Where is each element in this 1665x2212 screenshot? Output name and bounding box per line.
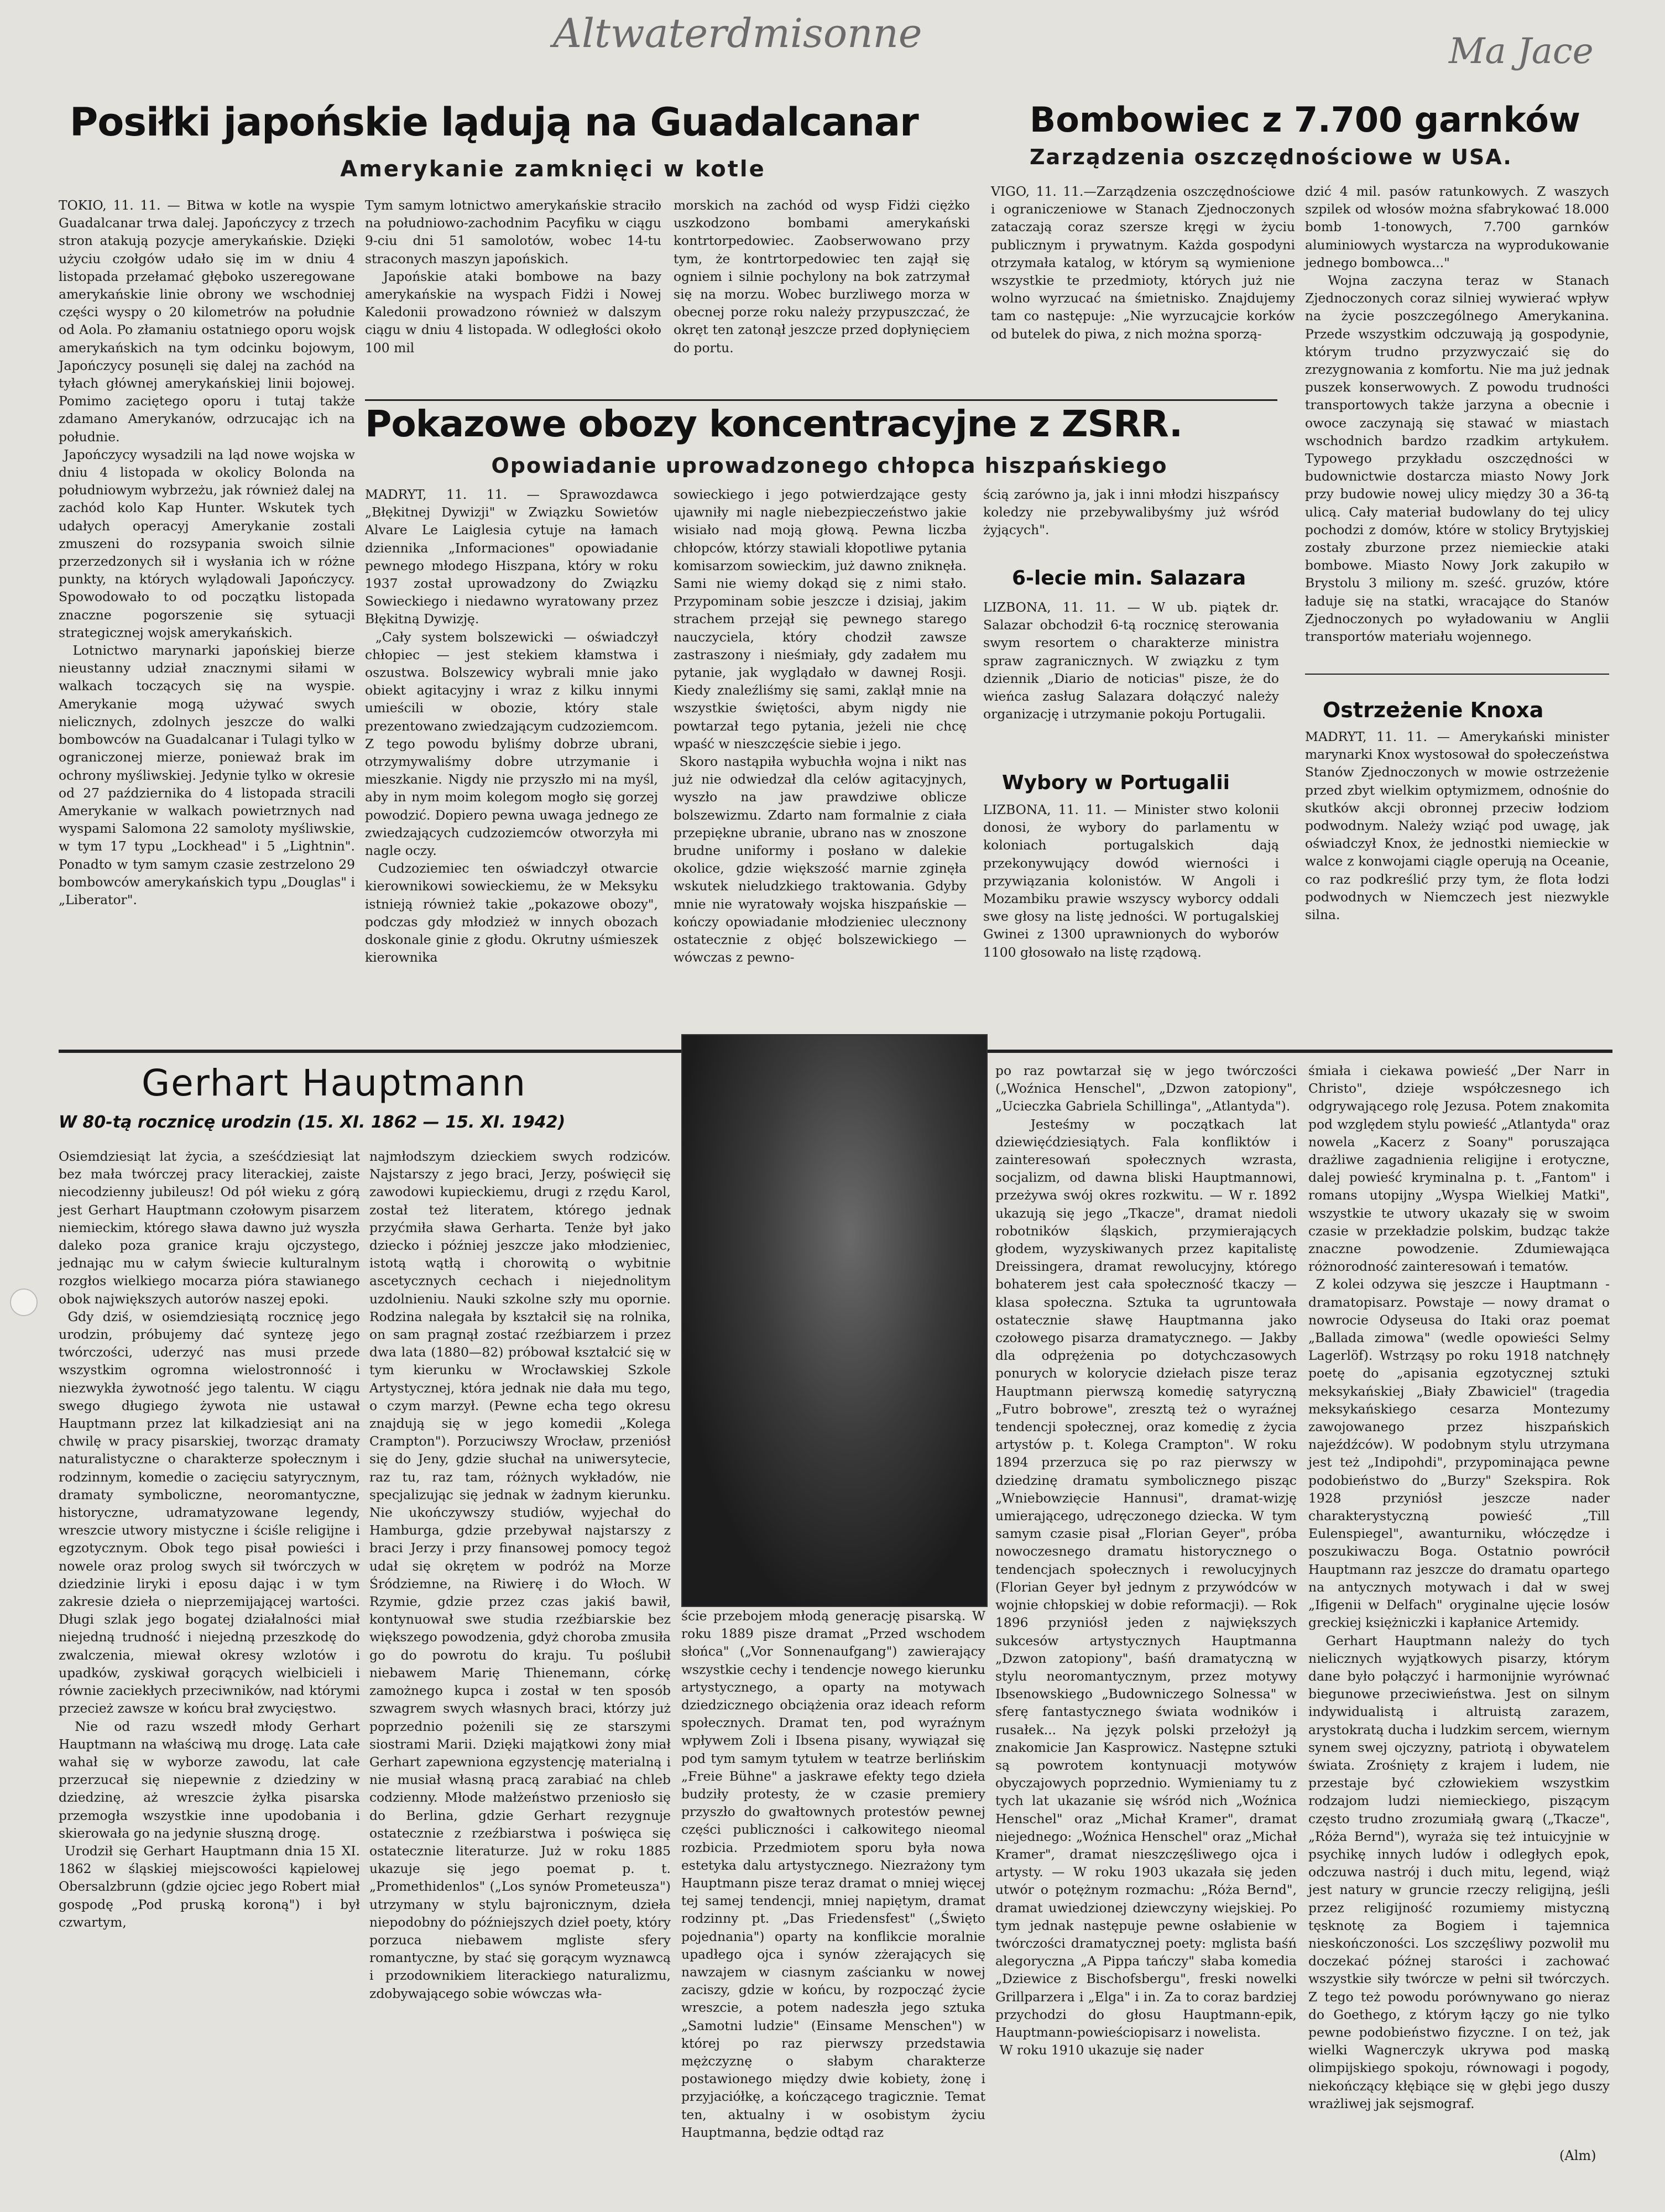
hauptmann-headline: Gerhart Hauptmann	[142, 1062, 527, 1104]
salazar-headline: 6-lecie min. Salazara	[1012, 567, 1246, 589]
knox-body: MADRYT, 11. 11. — Amerykański minister marynarki Knox wystosował do społeczeństwa Stanów Zjednoczonych w mowie ostrzeżenie przed zbyt wielkim optymizmem, odnośnie do skutków akcji obronnej przeciw łodziom podwodnym. Należy wziąć pod uwagę, jak oświadczył Knox, że jednostki niemieckie w walce z konwojami ciągle operują na Oceanie, co raz podkreślić przy tym, że flota łodzi podwodnych w Niemczech jest niezwykle silna.	[1305, 729, 1614, 923]
bombowiec-col2: dzić 4 mil. pasów ratunkowych. Z waszych szpilek od włosów można sfabrykować 18.000 bomb 1-tonowych, 7.700 garnków aluminiowych wystarcza na wyprodukowanie jednego bombowca..." Wojna zaczyna teraz w Stanach Zjednoczonych coraz silniej wywierać wpływ na życie poszczególnego Amerykanina. Przede wszystkim odczuwają ją gospodynie, którym trudno przyzwyczaić się do zrezygnowania z komfortu. Nie ma już jednak puszek konserwowych. Z powodu trudności transportowych także jarzyna a obecnie i owoce zaczynają się stawać w miastach wschodnich bardzo rzadkim artykułem. Typowego przykładu oszczędności w budownictwie dostarcza miasto Nowy Jork przy budowie nowej ulicy między 30 a 36-tą ulicą. Cały materiał budowlany do tej ulicy pochodzi z domów, które w stolicy Brytyjskiej zostały zburzone przez niemieckie ataki bombowe. Miasto Nowy Jork zakupiło w Brystolu 3 miliony m. sześć. gruzów, które ładuje się na statki, wracające do Stanów Zjednoczonych po wyładowaniu w Anglii transportów materiału wojennego.	[1305, 184, 1610, 645]
guadalcanar-col2: Tym samym lotnictwo amerykańskie straciło na południowo-zachodnim Pacyfiku w ciągu 9-ciu dni 51 samolotów, wobec 14-tu straconych maszyn japońskich. Japońskie ataki bombowe na bazy amerykańskie na wyspach Fidżi i Nowej Kaledonii prowadzono również w dalszym ciągu w dniu 4 listopada. W odległości około 100 mil	[365, 197, 662, 356]
wybory-body: LIZBONA, 11. 11. — Minister stwo kolonii donosi, że wybory do parlamentu w koloniach portugalskich dają przekonywujący dowód wierności i przywiązania kolonistów. W Angoli i Mozambiku prawie wszyscy wyborcy oddali swe głosy na listę jedności. W portugalskiej Gwinei z 1300 uprawnionych do wyborów 1100 głosowało na listę rządową.	[983, 802, 1283, 960]
salazar-body: LIZBONA, 11. 11. — W ub. piątek dr. Salazar obchodził 6-tą rocznicę sterowania swym resortem o charakterze ministra spraw zagranicznych. W związku z tym dziennik „Diario de noticias" pisze, że do wieńca zasług Salazara dołączyć należy organizację i utrzymanie pokoju Portugalii.	[983, 599, 1283, 722]
knox-headline: Ostrzeżenie Knoxa	[1323, 698, 1544, 722]
bombowiec-headline: Bombowiec z 7.700 garnków	[1030, 100, 1581, 140]
handwritten-top-note: Altwaterdmisonne	[553, 10, 922, 56]
rule-knox	[1305, 674, 1609, 675]
hauptmann-portrait	[681, 1034, 988, 1607]
binder-hole	[10, 1288, 38, 1316]
bombowiec-col1: VIGO, 11. 11.—Zarządzenia oszczędnościowe i ograniczeniowe w Stanach Zjednoczonych zataczają coraz szersze kręgi w życiu publicznym i prywatnym. Każda gospodyni otrzymała katalog, w którym są wymienione wszystkie te przedmioty, których już nie wolno wyrzucać na śmietnisko. Znajdujemy tam co następuje: „Nie wyrzucajcie korków od butelek do piwa, z nich można sporzą-	[991, 184, 1299, 342]
hauptmann-signature: (Alm)	[1559, 2148, 1596, 2163]
hauptmann-subheadline: W 80-tą rocznicę urodzin (15. XI. 1862 — 15. XI. 1942)	[59, 1113, 566, 1132]
guadalcanar-headline: Posiłki japońskie lądują na Guadalcanar	[70, 100, 918, 145]
guadalcanar-col1: TOKIO, 11. 11. — Bitwa w kotle na wyspie Guadalcanar trwa dalej. Japończycy z trzech stron atakują pozycje amerykańskie. Dzięki użyciu czołgów udało się im w dniu 4 listopada przełamać głęboko uszeregowane amerykańskie linie obrony we wschodniej części wyspy o 20 kilometrów na południe od Aola. Po złamaniu ostatniego oporu wojsk amerykańskich na tym odcinku bojowym, Japończycy posunęli się dalej na zachód na tyłach głównej amerykańskiej linii bojowej. Pomimo zaciętego oporu i tutaj także zdamano Amerykanów, odrzucając ich na południe. Japończycy wysadzili na ląd nowe wojska w dniu 4 listopada w okolicy Bolonda na południowym wybrzeżu, jak również dalej na zachód kolo Kap Hunter. Wskutek tych udałych operacyj Amerykanie zostali zmuszeni do rozsypania swoich silnie przerzedzonych sił i wysłania ich w różne punkty, na których wylądowali Japończycy. Spowodowało to od początku listopada znaczne pogorszenie się sytuacji strategicznej wojsk amerykańskich. Lotnictwo marynarki japońskiej bierze nieustanny udział znacznymi siłami w walkach toczących się na wyspie. Amerykanie mogą używać swych nielicznych, zdolnych jeszcze do walki bombowców na Guadalcanar i Tulagi tylko w ograniczonej mierze, ponieważ brak im ochrony myśliwskiej. Jedynie tylko w okresie od 27 października do 4 listopada stracili Amerykanie w walkach powietrznych nad wyspami Salomona 22 samoloty myśliwskie, w tym 17 typu „Lockhead" i 5 „Lightnin". Ponadto w tym samym czasie zestrzelono 29 bombowców amerykańskich typu „Douglas" i „Liberator".	[59, 197, 355, 907]
hauptmann-col2: najmłodszym dzieckiem swych rodziców. Najstarszy z jego braci, Jerzy, poświęcił się zawodowi kupieckiemu, drugi z rzędu Karol, został też literatem, którego jednak przyćmiła sława Gerharta. Tenże był jako dziecko i później jeszcze jako młodzieniec, istotą wątłą i chorowitą o wybitnie ascetycznych cechach i niejednolitym uzdolnieniu. Nauki szkolne szły mu opornie. Rodzina nalegała by kształcił się na rolnika, on sam pragnął zostać rzeźbiarzem i przez dwa lata (1880—82) próbował kształcić się w tym kierunku w Wrocławskiej Szkole Artystycznej, która jednak nie dała mu tego, o czym marzył. (Pewne echa tego okresu znajdują się w jego komedii „Kolega Crampton"). Porzuciwszy Wrocław, przeniósł się do Jeny, gdzie słuchał na uniwersytecie, raz tu, raz tam, różnych wykładów, nie specjalizując się jednak w żadnym kierunku. Nie ukończywszy studiów, wyjechał do Hamburga, gdzie przebywał najstarszy z braci Jerzy i przy finansowej pomocy tegoż udał się okrętem w podróż na Morze Śródziemne, na Riwierę i do Włoch. W Rzymie, gdzie przez czas jakiś bawił, kontynuował swe studia rzeźbiarskie bez większego powodzenia, gdyż choroba zmusiła go do powrotu do kraju. Tu poślubił niebawem Marię Thienemann, córkę zamożnego kupca i został w ten sposób szwagrem swych własnych braci, którzy już poprzednio pożenili się ze starszymi siostrami Marii. Dzięki majątkowi żony miał Gerhart zapewniona egzystencję materialną i nie musiał własną pracą zarabiać na chleb codzienny. Młode małżeństwo przeniosło się do Berlina, gdzie Gerhart rezygnuje ostatecznie z rzeźbiarstwa i poświęca się ostatecznie literaturze. Już w roku 1885 ukazuje się jego poemat p. t. „Promethidenlos" („Los synów Prometeusza") utrzymany w stylu bajronicznym, dzieła niepodobny do późniejszych dzieł poety, który porzuca niebawem mgliste sfery romantyczne, by stać się gorącym wyznawcą i przodownikiem literackiego naturalizmu, zdobywającego sobie wówczas wła-	[369, 1149, 675, 2001]
obozy-col2: sowieckiego i jego potwierdzające gesty ujawniły mi nagle niebezpieczeństwo jakie wisiało nad moją głową. Pewna liczba chłopców, którzy stawiali kłopotliwe pytania komisarzom sowieckim, już dawno zniknęła. Sami nie wiemy dokąd się z nimi stało. Przypominam sobie jeszcze i dzisiaj, jakim strachem przejął się pewnego starego nauczyciela, który chodził zawsze zastraszony i nieśmiały, gdy zadałem mu pytanie, jak wyglądało w dawnej Rosji. Kiedy znaleźliśmy się sami, zaklął mnie na wszystkie świętości, abym nigdy nie powtarzał tego pytania, jeżeli nie chcę wpaść w nieszczęście siebie i jego. Skoro nastąpiła wybuchła wojna i nikt nas już nie odwiedzał dla celów agitacyjnych, wyszło na jaw prawdziwe oblicze bolszewizmu. Zdarto nam formalnie z ciała przepiękne ubranie, ubrano nas w znoszone brudne uniformy i posłano w dalekie okolice, gdzie większość marnie zginęła wskutek nieludzkiego traktowania. Gdyby mnie nie wyratowały wojska hiszpańskie — kończy opowiadanie młodzieniec ulecznony ostatecznie z objęć bolszewickiego — wówczas z pewno-	[674, 487, 967, 966]
obozy-subheadline: Opowiadanie uprowadzonego chłopca hiszpańskiego	[491, 453, 1168, 478]
obozy-col1: MADRYT, 11. 11. — Sprawozdawca „Błękitnej Dywizji" w Związku Sowietów Alvare Le Laiglesia cytuje na łamach dziennika „Informaciones" opowiadanie pewnego młodego Hiszpana, który w roku 1937 został uprowadzony do Związku Sowieckiego i niedawno wyratowany przez Błękitną Dywizję. „Cały system bolszewicki — oświadczył chłopiec — jest stekiem kłamstwa i oszustwa. Bolszewicy wybrali mnie jako obiekt agitacyjny i wraz z kilku innymi umieścili w obozie, który stale prezentowano zwiedzającym cudzoziemcom. Z tego powodu byliśmy dobrze ubrani, otrzymywaliśmy dobre utrzymanie i mieszkanie. Nigdy nie przyszło mi na myśl, aby in nym moim kolegom mogło się gorzej powodzić. Dopiero pewna uwaga jednego ze zwiedzających cudzoziemców otworzyła mi nagle oczy. Cudzoziemiec ten oświadczył otwarcie kierownikowi sowieckiemu, że w Meksyku istnieją również takie „pokazowe obozy", podczas gdy młodzież w innych obozach doskonale ginie z głodu. Okrutny uśmieszek kierownika	[365, 487, 658, 966]
hauptmann-col1: Osiemdziesiąt lat życia, a sześćdziesiąt lat bez mała twórczej pracy literackiej, zaiste niecodzienny jubileusz! Od pół wieku z górą jest Gerhart Hauptmann czołowym pisarzem niemieckim, którego sława dawno już wyszła daleko poza granice kraju ojczystego, jednając mu w całym świecie kulturalnym rozgłos wielkiego mocarza pióra stawianego obok największych autorów naszej epoki. Gdy dziś, w osiemdziesiątą rocznicę jego urodzin, próbujemy dać syntezę jego twórczości, uderzyć nas musi przede wszystkim ogromna wielostronność i niezwykła żywotność jego talentu. W ciągu swego długiego żywota nie ustawał Hauptmann przez lat kilkadziesiąt ani na chwilę w pracy pisarskiej, tworząc dramaty naturalistyczne o charakterze społecznym i rodzinnym, komedie o zacięciu satyrycznym, dramaty symboliczne, neoromantyczne, historyczne, udramatyzowane legendy, wreszcie utwory mistyczne i ściśle religijne i egzotycznym. Obok tego pisał powieści i nowele oraz prolog swych sił twórczych w dziedzinie liryki i eposu dając i w tym zakresie dzieła o nieprzemijającej wartości. Długi szlak jego bogatej działalności miał niejedną trudność i niejedną przeszkodę do zwalczenia, miewał okresy wzlotów i upadków, zyskiwał gorących wielbicieli i równie zaciekłych przeciwników, nad którymi przecież zawsze w końcu brał zwycięstwo. Nie od razu wszedł młody Gerhart Hauptmann na właściwą mu drogę. Lata całe wahał się w wyborze zawodu, lat całe przerzucał się niepewnie z dziedziny w dziedzinę, aż wreszcie żyłka pisarska przemogła wszystkie inne upodobania i skierowała go na jedynie słuszną drogę. Urodził się Gerhart Hauptmann dnia 15 XI. 1862 w śląskiej miejscowości kąpielowej Obersalzbrunn (gdzie ojciec jego Robert miał gospodę „Pod pruską koroną") i był czwartym,	[59, 1149, 360, 1930]
obozy-col3: ścią zarówno ja, jak i inni młodzi hiszpańscy koledzy nie przebywalibyśmy już wśród żyjących".	[983, 487, 1283, 538]
bombowiec-subheadline: Zarządzenia oszczędnościowe w USA.	[1030, 145, 1512, 169]
hauptmann-col3: ście przebojem młodą generację pisarską. W roku 1889 pisze dramat „Przed wschodem słońca" („Vor Sonnenaufgang") zawierający wszystkie cechy i tendencje nowego kierunku artystycznego, a oparty na motywach dziedzicznego obciążenia oraz ideach reform społecznych. Dramat ten, pod wyraźnym wpływem Zoli i Ibsena pisany, wywiązał się pod tym samym tytułem w teatrze berlińskim „Freie Bühne" a jaskrawe efekty tego dzieła budziły protesty, że w czasie premiery przyszło do gwałtownych protestów pewnej części publiczności i całkowitego nieomal rozbicia. Przedmiotem sporu była nowa estetyka dalu artystycznego. Niezrażony tym Hauptmann pisze teraz dramat o mniej więcej tej samej tendencji, mniej napiętym, dramat rodzinny pt. „Das Friedensfest" („Święto pojednania") oparty na konflikcie moralnie upadłego ojca i synów zżerających się nawzajem w ciasnym zaścianku w nowej zaciszy, gdzie w końcu, by rozpocząć życie wreszcie, a potem nadeszła jego sztuka „Samotni ludzie" (Einsame Menschen") w której po raz pierwszy przedstawia mężczyznę o słabym charakterze postawionego między dwie kobiety, żonę i przyjaciółkę, a kończącego tragicznie. Temat ten, aktualny i w osobistym życiu Hauptmanna, będzie odtąd raz	[681, 1608, 990, 2140]
rule-mid-top	[365, 399, 1277, 401]
handwritten-corner-note: Ma Jace	[1449, 31, 1594, 72]
guadalcanar-col3: morskich na zachód od wysp Fidżi ciężko uszkodzono bombami amerykański kontrtorpedowiec. Zaobserwowano przy tym, że kontrtorpedowiec ten zajął się ogniem i silnie pochylony na bok zatrzymał się na morzu. Wobec burzliwego morza w obecnej porze roku należy przypuszczać, że okręt ten zatonął jeszcze przed dopłynięciem do portu.	[674, 197, 974, 356]
hauptmann-col4: po raz powtarzał się w jego twórczości („Woźnica Henschel", „Dzwon zatopiony", „Ucieczka Gabriela Schillinga", „Atlantyda"). Jesteśmy w początkach lat dziewięćdziesiątych. Fala konfliktów i zainteresowań społecznych wzrasta, socjalizm, od dawna bliski Hauptmannowi, przeżywa swój okres rozkwitu. — W r. 1892 ukazują się jego „Tkacze", dramat niedoli robotników śląskich, przymierających głodem, wyzyskiwanych przez kapitalistę Dreissingera, dramat rewolucyjny, którego bohaterem jest cała społeczność tkaczy — klasa społeczna. Sztuka ta ugruntowała ostatecznie sławę Hauptmanna jako czołowego pisarza dramatycznego. — Jakby dla odprężenia po dotychczasowych ponurych w kolorycie dziełach pisze teraz Hauptmann pierwszą komedię satyryczną „Futro bobrowe", zresztą też o wyraźnej tendencji społecznej, oraz komedię z życia artystów p. t. Kolega Crampton". W roku 1894 przerzuca się po raz pierwszy w dziedzinę dramatu symbolicznego pisząc „Wniebowzięcie Hannusi", dramat-wizję umierającego, udręczonego dziecka. W tym samym czasie pisał „Florian Geyer", próba nowoczesnego dramatu historycznego o tendencjach społecznych i rewolucyjnych (Florian Geyer był jednym z przywódców w wojnie chłopskiej w dobie reformacji). — Rok 1896 przyniósł jeden z największych sukcesów artystycznych Hauptmanna „Dzwon zatopiony", baśń dramatyczną w stylu neoromantycznym, przez motywy Ibsenowskiego „Budowniczego Solnessa" w sferę fantastycznego świata wodników i rusałek... Na język polski przełożył ją znakomicie Jan Kasprowicz. Następne sztuki są powrotem kontynuacji motywów obyczajowych poprzednio. Wymieniamy tu z tych lat ukazanie się wśród nich „Woźnica Henschel" oraz „Michał Kramer", dramat niejednego: „Woźnica Henschel" oraz „Michał Kramer", dramat nieszczęśliwego ojca i artysty. — W roku 1903 ukazała się jeden utwór o potężnym rozmachu: „Róża Bernd", dramat uwiedzionej dziewczyny wiejskiej. Po tym jednak następuje pewne osłabienie w twórczości dramatycznej poety: mglista baśń alegoryczna „A Pippa tańczy" słaba komedia „Dziewice z Bischofsbergu", freski nowelki Grillparzera i „Elga" i in. Za to coraz bardziej przychodzi do głosu Hauptmann-epik, Hauptmann-powieściopisarz i nowelista. W roku 1910 ukazuje się nader	[995, 1063, 1297, 2058]
wybory-headline: Wybory w Portugalii	[1002, 771, 1230, 794]
obozy-headline: Pokazowe obozy koncentracyjne z ZSRR.	[365, 403, 1183, 445]
guadalcanar-subheadline: Amerykanie zamknięci w kotle	[340, 156, 766, 182]
hauptmann-col5: śmiała i ciekawa powieść „Der Narr in Christo", dzieje współczesnego ich odgrywającego rolę Jezusa. Potem znakomita pod względem stylu powieść „Atlantyda" oraz nowela „Kacerz z Soany" poruszająca drażliwe zagadnienia religijne i erotyczne, dalej powieść kryminalna p. t. „Fantom" i romans utopijny „Wyspa Wielkiej Matki", wszystkie te utwory ukazały się w swoim czasie w przekładzie polskim, budząc także znaczne powodzenie. Zdumiewająca różnorodność zainteresowań i tematów. Z kolei odzywa się jeszcze i Hauptmann - dramatopisarz. Powstaje — nowy dramat o nowrocie Odyseusa do Itaki oraz poemat „Ballada zimowa" (wedle opowieści Selmy Lagerlöf). Wstrząsy po roku 1918 natchnęły poetę do „apisania egzotycznej sztuki meksykańskiej „Biały Zbawiciel" (tragedia meksykańskiego cesarza Montezumy zawojowanego przez hiszpańskich najeźdźców). W podobnym stylu utrzymana jest też „Indipohdi", przypominająca pewne podobieństwo do „Burzy" Szekspira. Rok 1928 przyniósł jeszcze nader charakterystyczną powieść „Till Eulenspiegel", awanturniku, włóczędze i poszukiwaczu Boga. Ostatnio powrócił Hauptmann raz jeszcze do dramatu opartego na antycznych motywach i dał w swej „Ifigenii w Delfach" oryginalne ujęcie losów greckiej księżniczki i kapłanice Artemidy. Gerhart Hauptmann należy do tych nielicznych wyjątkowych pisarzy, którym dane było połączyć i harmonijnie wyrównać biegunowe przeciwieństwa. Jest on silnym indywidualistą i altruistą zarazem, arystokratą ducha i ludzkim sercem, wiernym synem swej ojczyzny, patriotą i obywatelem świata. Zrośnięty z krajem i ludem, nie przestaje być człowiekiem wszystkim rodzajom ludzi niemieckiego, piszącym często trudno zrozumiałą gwarą („Tkacze", „Róża Bernd"), wyraża się też intuicyjnie w psychikę innych ludów i odległych epok, odczuwa nastrój i duch mitu, legend, wiąż jest natury w gruncie rzeczy religijną, jeśli przez religijność rozumiemy mistyczną tęsknotę za Bogiem i tajemnica nieskończoności. Los szczęśliwy pozwolił mu doczekać późnej starości i zachować wszystkie siły twórcze w pełni sił twórczych. Z tego też powodu porównywano go nieraz do Goethego, z którym łączy go nie tylko pewne podobieństwo fizyczne. I on też, jak wielki Wagnerczyk ukrywa pod maską olimpijskiego spokoju, równowagi i pogody, niekończący kłębiące się w głębi jego duszy wrażliwej jak sejsmograf.	[1308, 1063, 1610, 2111]
